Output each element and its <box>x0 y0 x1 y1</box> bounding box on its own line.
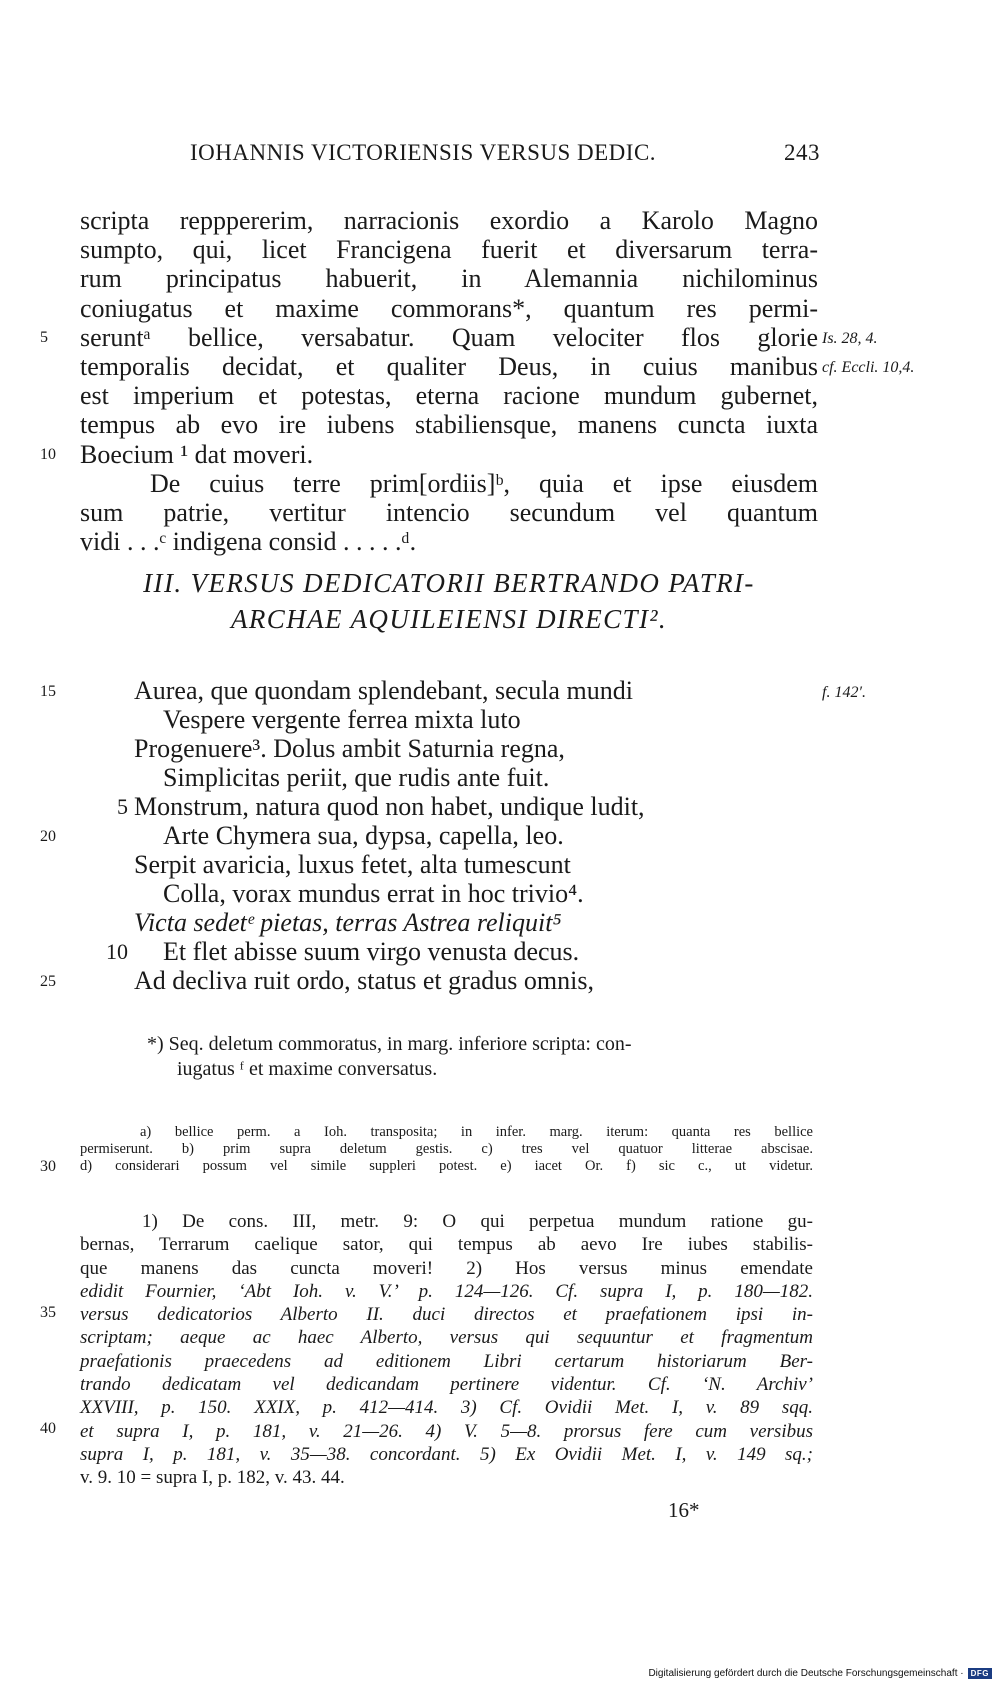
prose-line: sumpto, qui, licet Francigena fuerit et diversarum terra- <box>80 235 818 265</box>
line-number: 20 <box>40 828 56 845</box>
apparatus-line: d) considerari possum vel simile suppleri potest. e) iacet Or. f) sic c., ut videtur. <box>80 1158 813 1174</box>
verse-line <box>80 763 840 792</box>
prose-line: rum principatus habuerit, in Alemannia nichilominus <box>80 264 818 294</box>
prose-line: seruntᵃ bellice, versabatur. Quam velociter flos glorie <box>80 322 818 352</box>
verse-line <box>80 821 840 850</box>
source-note-line: bernas, Terrarum caelique sator, qui tempus ab aevo Ire iubes stabilis- <box>80 1234 813 1256</box>
line-number: 35 <box>40 1304 56 1321</box>
verse-number: 10 <box>106 939 128 964</box>
source-note-line: 1) De cons. III, metr. 9: O qui perpetua mundum ratione gu- <box>142 1211 813 1232</box>
source-notes <box>80 1210 813 1490</box>
line-number: 10 <box>40 446 56 463</box>
verse-text: Progenuere³. Dolus ambit Saturnia regna, <box>134 734 565 763</box>
digitization-credit <box>648 1668 992 1679</box>
source-note-line: supra I, p. 181, v. 35—38. concordant. 5) Ex Ovidii Met. I, v. 149 sq.; <box>80 1443 813 1465</box>
line-number: 15 <box>40 683 56 700</box>
source-note-line: versus dedicatorios Alberto II. duci directos et praefationem ipsi in- <box>80 1304 813 1326</box>
star-footnote <box>147 1032 813 1082</box>
line-number: 25 <box>40 973 56 990</box>
page-number: 243 <box>784 140 820 165</box>
running-title: IOHANNIS VICTORIENSIS VERSUS DEDIC. <box>190 140 657 165</box>
credit-text: Digitalisierung gefördert durch die Deutsche Forschungsgemeinschaft · <box>648 1668 964 1679</box>
section-title-line: ARCHAE AQUILEIENSI DIRECTI². <box>231 604 667 634</box>
signature-mark: 16* <box>668 1498 700 1522</box>
critical-apparatus <box>80 1124 813 1175</box>
verse-text: Arte Chymera sua, dypsa, capella, leo. <box>163 821 564 850</box>
prose-line: sum patrie, vertitur intencio secundum vel quantum <box>80 498 818 528</box>
verse-text: Victa sedetᵉ pietas, terras Astrea reliquit⁵ <box>134 908 562 937</box>
line-number: 40 <box>40 1420 56 1437</box>
verse-text: Simplicitas periit, que rudis ante fuit. <box>163 763 550 792</box>
verse-text: Et flet abisse suum virgo venusta decus. <box>163 937 580 966</box>
source-note-line: v. 9. 10 = supra I, p. 182, v. 43. 44. <box>80 1467 345 1489</box>
margin-reference: cf. Eccli. 10,4. <box>822 359 915 376</box>
verse-line <box>80 937 840 966</box>
prose-line: De cuius terre prim[ordiis]ᵇ, quia et ipse eiusdem <box>150 468 818 498</box>
prose-line: coniugatus et maxime commorans*, quantum res permi- <box>80 293 818 323</box>
verse-line <box>80 879 840 908</box>
prose-line: scripta repppererim, narracionis exordio a Karolo Magno <box>80 206 818 235</box>
line-number: 30 <box>40 1158 56 1175</box>
prose-line: temporalis decidat, et qualiter Deus, in cuius manibus <box>80 352 818 382</box>
apparatus-line: a) bellice perm. a Ioh. transposita; in infer. marg. iterum: quanta res bellice <box>140 1124 813 1140</box>
footnote-line: *) Seq. deletum commoratus, in marg. inferiore scripta: con- <box>147 1033 632 1055</box>
margin-reference: Is. 28, 4. <box>822 330 878 347</box>
verse-line <box>80 792 840 821</box>
folio-reference: f. 142′. <box>822 684 866 701</box>
poem <box>80 676 840 995</box>
footnote-line: iugatus ᶠ et maxime conversatus. <box>177 1058 438 1080</box>
apparatus-line: permiserunt. b) prim supra deletum gestis. c) tres vel quatuor litterae abscisae. <box>80 1141 813 1157</box>
prose-line: Boecium ¹ dat moveri. <box>80 439 314 469</box>
prose-line: est imperium et potestas, eterna racione mundum gubernet, <box>80 381 818 411</box>
verse-text: Serpit avaricia, luxus fetet, alta tumescunt <box>134 850 571 879</box>
verse-text: Ad decliva ruit ordo, status et gradus omnis, <box>134 966 594 995</box>
prose-line: tempus ab evo ire iubens stabiliensque, manens cuncta iuxta <box>80 410 818 440</box>
line-number: 5 <box>40 329 48 346</box>
verse-line <box>80 676 840 705</box>
source-note-line: que manens das cuncta moveri! 2) Hos versus minus emendate <box>80 1257 813 1279</box>
verse-text: Aurea, que quondam splendebant, secula mundi <box>134 676 633 705</box>
verse-line <box>80 734 840 763</box>
verse-text: Colla, vorax mundus errat in hoc trivio⁴. <box>163 879 584 908</box>
section-title-line: III. VERSUS DEDICATORII BERTRANDO PATRI- <box>143 568 755 598</box>
verse-number: 5 <box>117 794 128 819</box>
verse-text: Vespere vergente ferrea mixta luto <box>163 705 521 734</box>
source-note-line: edidit Fournier, ‘Abt Ioh. v. V.’ p. 124—126. Cf. supra I, p. 180—182. <box>80 1280 813 1302</box>
verse-line <box>80 966 840 995</box>
source-note-line: XXVIII, p. 150. XXIX, p. 412—414. 3) Cf. Ovidii Met. I, v. 89 sqq. <box>80 1397 813 1419</box>
verse-line <box>80 850 840 879</box>
source-note-line: trando dedicatam vel dedicandam pertinere videntur. Cf. ‘N. Archiv’ <box>80 1374 813 1396</box>
prose-text <box>80 206 818 556</box>
prose-line: vidi . . .ᶜ indigena consid . . . . .ᵈ. <box>80 527 417 557</box>
verse-line <box>80 705 840 734</box>
source-note-line: scriptam; aeque ac haec Alberto, versus qui sequuntur et fragmentum <box>80 1327 813 1349</box>
verse-text: Monstrum, natura quod non habet, undique ludit, <box>134 792 645 821</box>
dfg-logo: DFG <box>968 1668 992 1679</box>
source-note-line: praefationis praecedens ad editionem Libri certarum historiarum Ber- <box>80 1350 813 1372</box>
verse-line <box>80 908 840 937</box>
source-note-line: et supra I, p. 181, v. 21—26. 4) V. 5—8. prorsus fere cum versibus <box>80 1420 813 1442</box>
